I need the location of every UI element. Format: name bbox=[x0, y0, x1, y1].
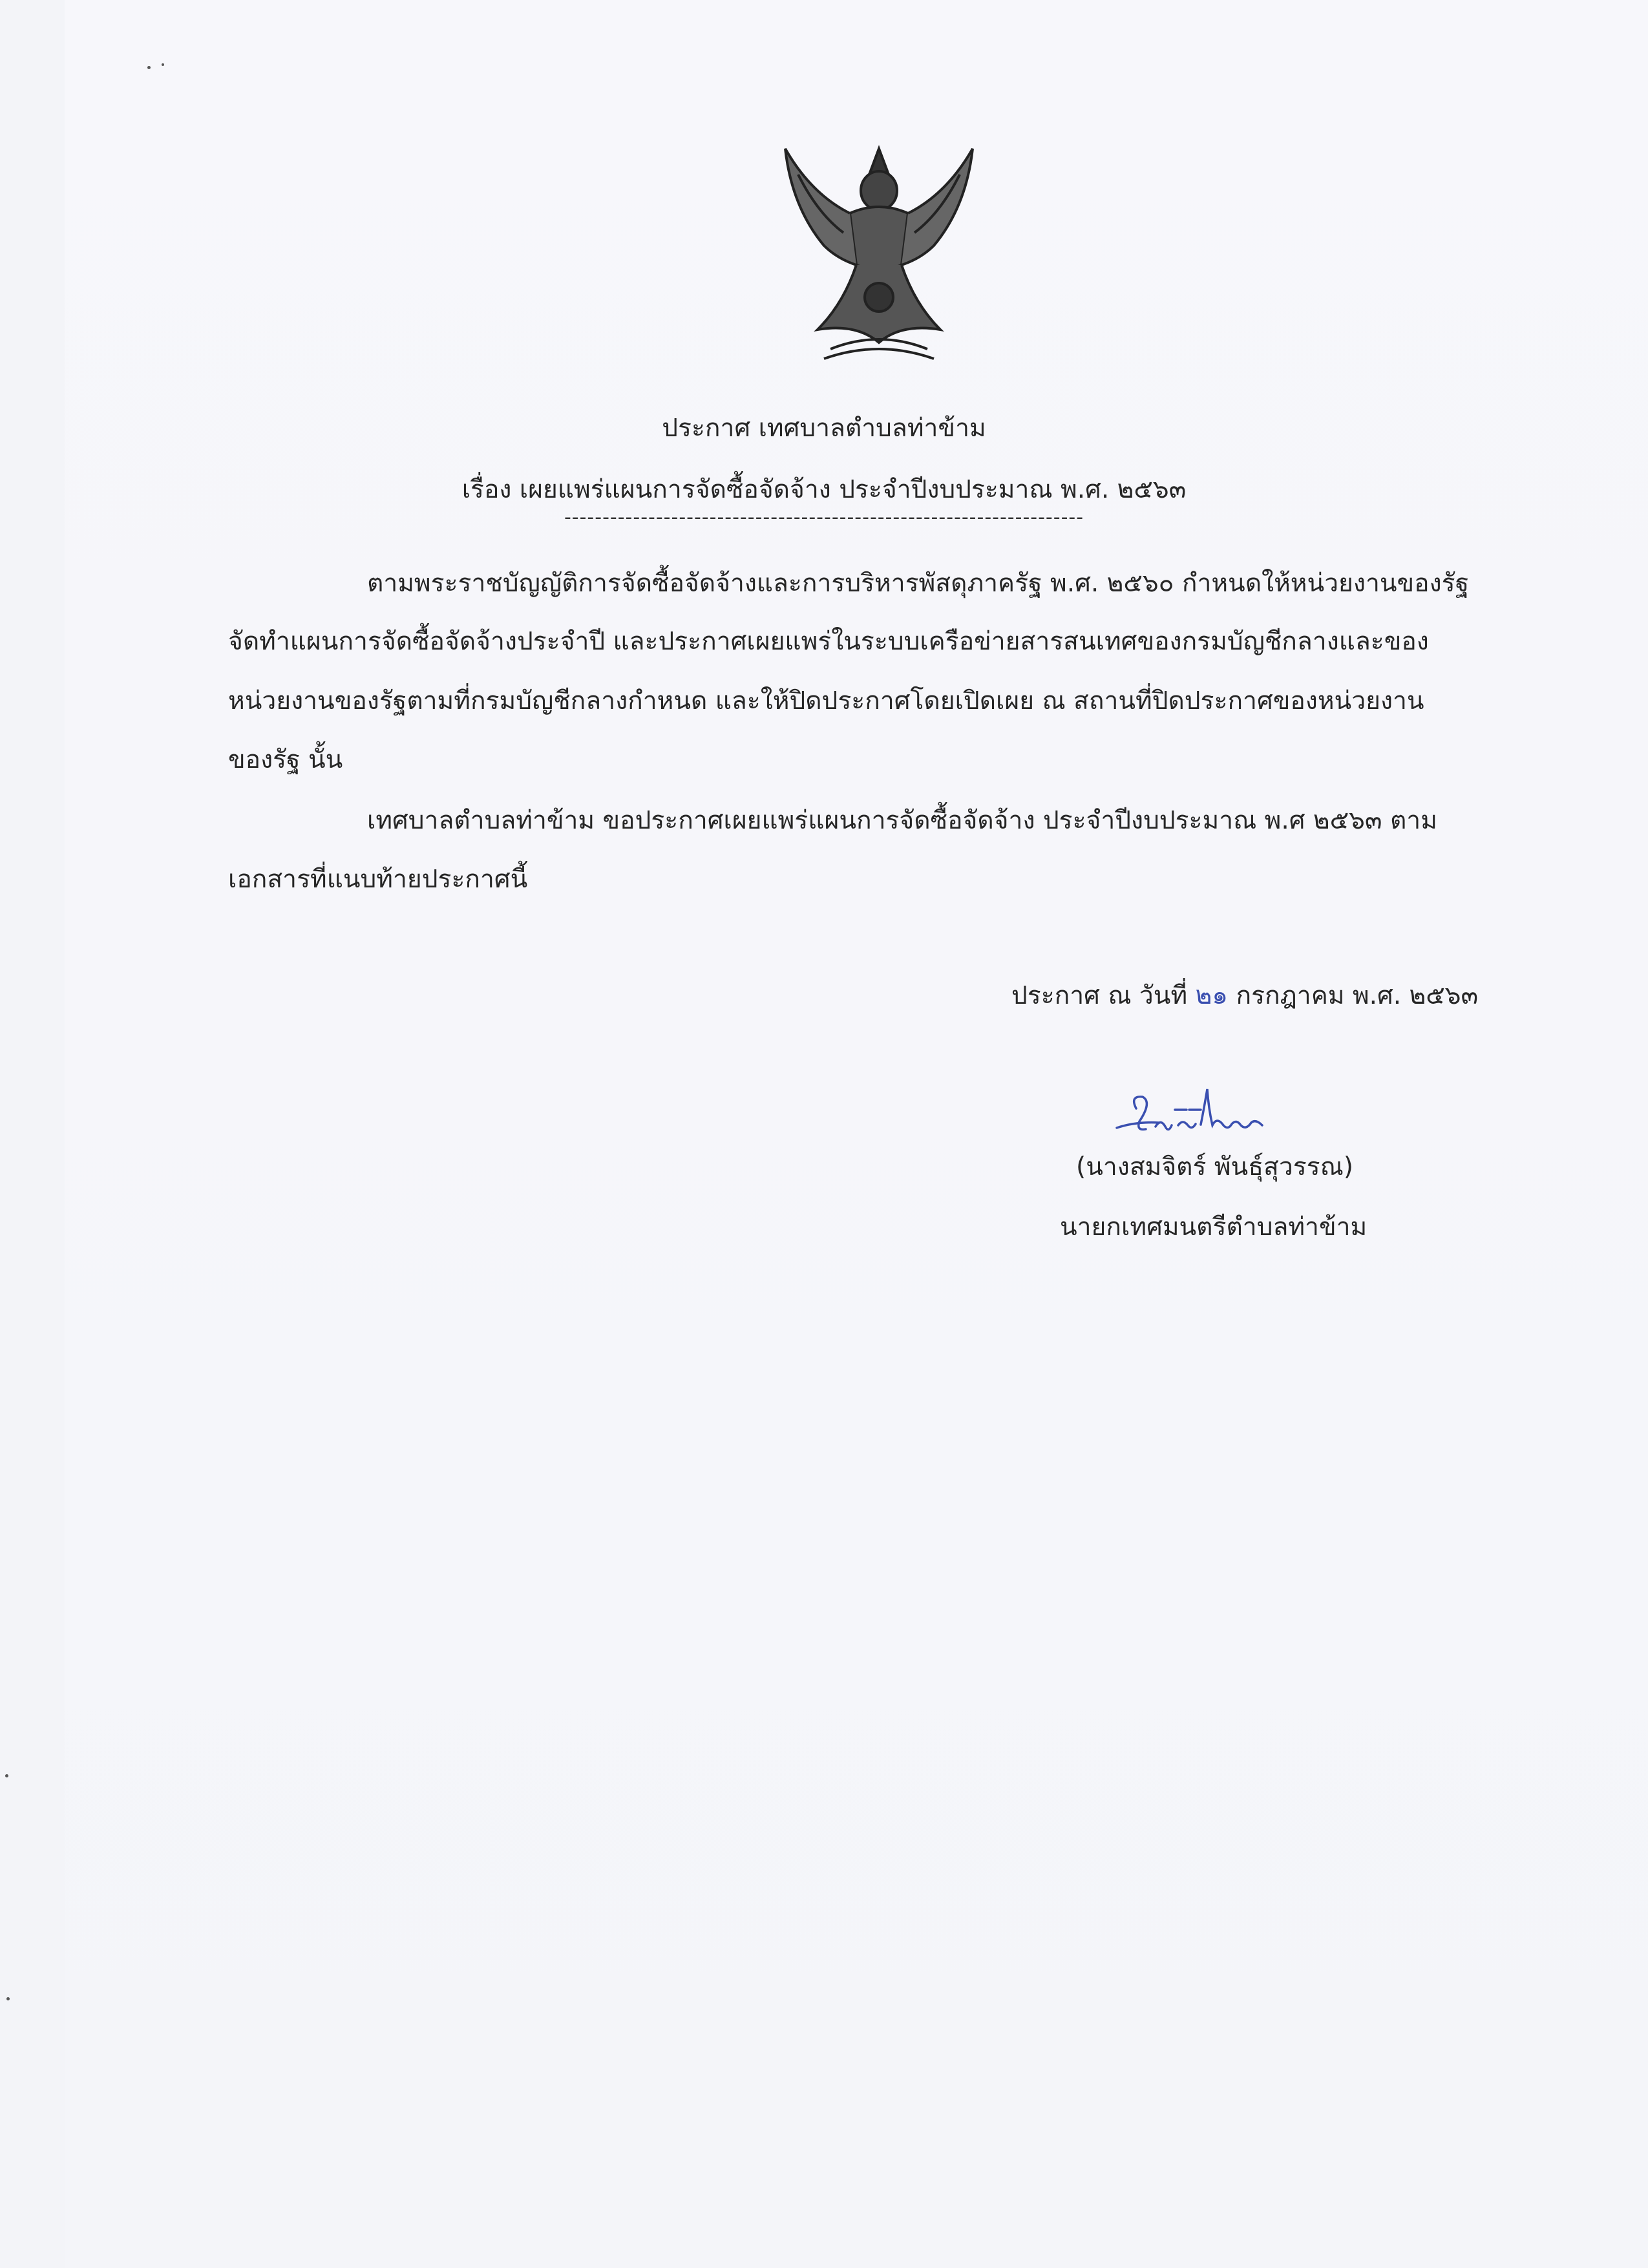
scan-speck bbox=[147, 66, 151, 69]
handwritten-signature bbox=[1110, 1083, 1278, 1154]
signatory-name: (นางสมจิตร์ พันธุ์สุวรรณ) bbox=[1076, 1152, 1354, 1182]
body-paragraph-1-line-2: จัดทำแผนการจัดซื้อจัดจ้างประจำปี และประกาศเผยแพร่ในระบบเครือข่ายสารสนเทศของกรมบัญชีกลางและของ bbox=[228, 627, 1429, 656]
dateline-prefix: ประกาศ ณ วันที่ bbox=[1011, 981, 1188, 1010]
announcement-title: ประกาศ เทศบาลตำบลท่าข้าม bbox=[662, 414, 986, 443]
body-paragraph-1-line-4: ของรัฐ นั้น bbox=[228, 745, 343, 774]
body-paragraph-1-line-3: หน่วยงานของรัฐตามที่กรมบัญชีกลางกำหนด และให้ปิดประกาศโดยเปิดเผย ณ สถานที่ปิดประกาศของหน่วยงาน bbox=[228, 686, 1424, 715]
subject-line: เรื่อง เผยแพร่แผนการจัดซื้อจัดจ้าง ประจำปีงบประมาณ พ.ศ. ๒๕๖๓ bbox=[461, 475, 1187, 504]
dateline bbox=[1011, 981, 1478, 1012]
body-paragraph-2-line-2: เอกสารที่แนบท้ายประกาศนี้ bbox=[228, 865, 528, 894]
scan-speck bbox=[162, 63, 164, 66]
dateline-day: ๒๑ bbox=[1195, 981, 1229, 1010]
garuda-emblem-icon bbox=[772, 136, 986, 368]
body-paragraph-1-line-1: ตามพระราชบัญญัติการจัดซื้อจัดจ้างและการบริหารพัสดุภาครัฐ พ.ศ. ๒๕๖๐ กำหนดให้หน่วยงานของรัฐ bbox=[367, 569, 1470, 598]
body-paragraph-2-line-1: เทศบาลตำบลท่าข้าม ขอประกาศเผยแพร่แผนการจัดซื้อจัดจ้าง ประจำปีงบประมาณ พ.ศ ๒๕๖๓ ตาม bbox=[367, 806, 1437, 835]
scan-speck bbox=[6, 1997, 10, 2000]
separator-line: -------------------------------------------------------------------- bbox=[564, 506, 1084, 529]
signatory-position: นายกเทศมนตรีตำบลท่าข้าม bbox=[1060, 1213, 1368, 1242]
dateline-month-year: กรกฎาคม พ.ศ. ๒๕๖๓ bbox=[1236, 981, 1479, 1010]
scan-speck bbox=[5, 1774, 8, 1777]
